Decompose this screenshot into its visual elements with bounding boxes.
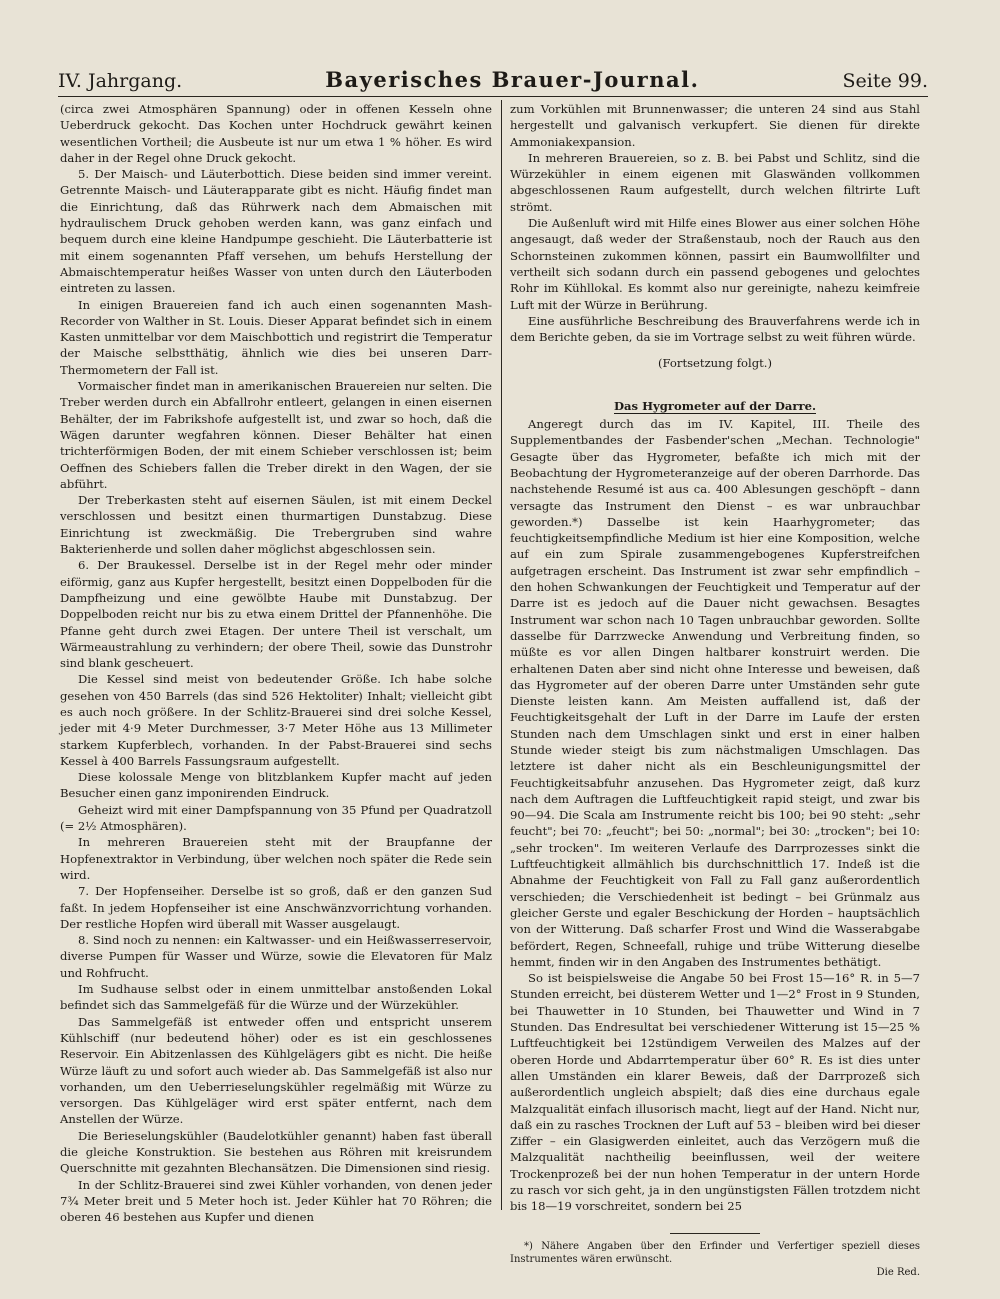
right-column <box>510 101 920 1279</box>
paragraph: Diese kolossale Menge von blitzblankem Kupfer macht auf jeden Besucher einen ganz imponirenden Eindruck. <box>60 770 492 801</box>
paragraph: 8. Sind noch zu nennen: ein Kaltwasser- und ein Heißwasserreservoir, diverse Pumpen für Wasser und Würze, sowie die Elevatoren für Malz und Rohfrucht. <box>60 933 492 980</box>
section-title-text: Das Hygrometer auf der Darre. <box>613 398 817 413</box>
journal-title: Bayerisches Brauer-Journal. <box>325 67 700 92</box>
paragraph: In einigen Brauereien fand ich auch einen sogenannten Mash-Recorder von Walther in St. Louis. Dieser Apparat befindet sich in einem Kasten unmittelbar vor dem Maischbottich und registrirt die Temperatur der Maische selbstthätig, ähnlich wie dies bei unseren Darr-Thermometern der Fall ist. <box>60 297 492 377</box>
paragraph: In mehreren Brauereien steht mit der Braupfanne der Hopfenextraktor in Verbindung, über welchen noch später die Rede sein wird. <box>60 835 492 882</box>
footnote-rule <box>670 1233 760 1234</box>
paragraph: Eine ausführliche Beschreibung des Brauverfahrens werde ich in dem Berichte geben, da sie im Vortrage selbst zu weit führen würde. <box>510 313 920 345</box>
paragraph: In der Schlitz-Brauerei sind zwei Kühler vorhanden, von denen jeder 7¾ Meter breit und 5 Meter hoch ist. Jeder Kühler hat 70 Röhren; die oberen 46 bestehen aus Kupfer und dienen <box>60 1177 492 1225</box>
continuation-note: (Fortsetzung folgt.) <box>657 356 772 371</box>
paragraph: Das Sammelgefäß ist entweder offen und entspricht unserem Kühlschiff (nur bedeutend höher) oder es ist ein geschlossenes Reservoir. Ein Abitzenlassen des Kühlgelägers gibt es nicht. Die heiße Würze läuft zu und sofort auch wieder ab. Das Sammelgefäß ist also nur vorhanden, um den Ueberrieselungskühler regelmäßig mit Würze zu versorgen. Das Kühlgeläger wird erst später entfernt, nach dem Anstellen der Würze. <box>60 1014 492 1127</box>
footnote-signature: Die Red. <box>876 1266 920 1278</box>
left-column <box>60 101 492 1225</box>
paragraph: So ist beispielsweise die Angabe 50 bei Frost 15—16° R. in 5—7 Stunden erreicht, bei düsterem Wetter und 1—2° Frost in 9 Stunden, bei Thauwetter in 10 Stunden, bei Thauwetter und Wind in 7 Stunden. Das Endresultat bei verschiedener Witterung ist 15—25 % Luftfeuchtigkeit bei 12stündigem Verweilen des Malzes auf der oberen Horde und Abdarrtemperatur über 60° R. Es ist dies unter allen Umständen ein klarer Beweis, daß der Darrprozeß sich außerordentlich ungleich abspielt; daß dies eine durchaus egale Malzqualität einfach illusorisch macht, liegt auf der Hand. Nicht nur, daß ein zu rasches Trocknen der Luft auf 53 – bleiben wird bei dieser Ziffer – ein Glasigwerden einleitet, auch das Verzögern muß die Malzqualität nachtheilig beeinflussen, weil der weitere Trockenprozeß bei der nun hohen Temperatur in der untern Horde zu rasch vor sich geht, ja in den ungünstigsten Fällen trotzdem nicht bis 18—19 vorschreitet, sondern bei 25 <box>510 971 920 1214</box>
footnote-text: *) Nähere Angaben über den Erfinder und Verfertiger speziell dieses Instrumentes wären erwünscht. <box>510 1240 920 1265</box>
page-number: Seite 99. <box>842 70 928 92</box>
paragraph: Vormaischer findet man in amerikanischen Brauereien nur selten. Die Treber werden durch ein Abfallrohr entleert, gelangen in einen eisernen Behälter, der im Fabrikshofe aufgestellt ist, und zwar so hoch, daß die Wägen darunter wegfahren können. Dieser Behälter hat einen trichterförmigen Boden, der mit einem Schieber verschlossen ist; beim Oeffnen des Schiebers fallen die Treber direkt in den Wagen, der sie abführt. <box>60 379 492 491</box>
footnote <box>510 1240 920 1279</box>
paragraph: (circa zwei Atmosphären Spannung) oder in offenen Kesseln ohne Ueberdruck gekocht. Das Kochen unter Hochdruck gewährt keinen wesentlichen Vortheil; die Ausbeute ist nur um etwa 1 % höher. Es wird daher in der Regel ohne Druck gekocht. <box>60 102 492 165</box>
paragraph: Die Außenluft wird mit Hilfe eines Blower aus einer solchen Höhe angesaugt, daß weder der Straßenstaub, noch der Rauch aus den Schornsteinen zukommen können, passirt ein Baumwollfilter und vertheilt sich sodann durch ein passend gebogenes und gelochtes Rohr im Kühllokal. Es kommt also nur gereinigte, nahezu keimfreie Luft mit der Würze in Berührung. <box>510 216 920 312</box>
volume-label: IV. Jahrgang. <box>58 70 183 92</box>
paragraph: 7. Der Hopfenseiher. Derselbe ist so groß, daß er den ganzen Sud faßt. In jedem Hopfenseiher ist eine Anschwänzvorrichtung vorhanden. Der restliche Hopfen wird überall mit Wasser ausgelaugt. <box>60 884 492 931</box>
paragraph: Die Berieselungskühler (Baudelotkühler genannt) haben fast überall die gleiche Konstruktion. Sie bestehen aus Röhren mit kreisrundem Querschnitte mit gezahnten Blechansätzen. Die Dimensionen sind riesig. <box>60 1128 492 1176</box>
column-divider <box>501 100 502 1210</box>
paragraph: Angeregt durch das im IV. Kapitel, III. Theile des Supplementbandes der Fasbender'schen „Mechan. Technologie" Gesagte über das Hygrometer, befaßte ich mich mit der Beobachtung der Hygrometeranzeige auf der oberen Darrhorde. Das nachstehende Resumé ist aus ca. 400 Ablesungen geschöpft – dann versagte das Instrument den Dienst – es war unbrauchbar geworden.*) Dasselbe ist kein Haarhygrometer; das feuchtigkeitsempfindliche Medium ist hier eine Komposition, welche auf ein zum Spirale zusammengebogenes Kupferstreifchen aufgetragen erscheint. Das Instrument ist zwar sehr empfindlich – den hohen Schwankungen der Feuchtigkeit und Temperatur auf der Darre ist es jedoch auf die Dauer nicht gewachsen. Besagtes Instrument war schon nach 10 Tagen unbrauchbar geworden. Sollte dasselbe für Darrzwecke Anwendung und Verbreitung finden, so müßte es vor allen Dingen haltbarer konstruirt werden. Die erhaltenen Daten aber sind nicht ohne Interesse und beweisen, daß das Hygrometer auf der oberen Darre unter Umständen sehr gute Dienste leisten kann. Am Meisten auffallend ist, daß der Feuchtigkeitsgehalt der Luft in der Darre im Laufe der ersten Stunden nach dem Umschlagen sinkt und erst in einer halben Stunde wieder steigt bis zum nächstmaligen Umschlagen. Das letztere ist daher nicht als ein Beschleunigungsmittel der Feuchtigkeitsabfuhr anzusehen. Das Hygrometer zeigt, daß kurz nach dem Auftragen die Luftfeuchtigkeit rapid steigt, und zwar bis 90—94. Die Scala am Instrumente reicht bis 100; bei 90 steht: „sehr feucht"; bei 70: „feucht"; bei 50: „normal"; bei 30: „trocken"; bei 10: „sehr trocken". Im weiteren Verlaufe des Darrprozesses sinkt die Luftfeuchtigkeit allmählich bis durchschnittlich 17. Indeß ist die Abnahme der Feuchtigkeit von Fall zu Fall ganz außerordentlich verschieden; die Verschiedenheit ist bedingt – bei Grünmalz aus gleicher Gerste und egaler Beschickung der Horden – hauptsächlich von der Witterung. Daß scharfer Frost und Wind die Wasserabgabe befördert, Regen, Schneefall, ruhige und trübe Witterung dieselbe hemmt, finden wir in den Angaben des Instrumentes bethätigt. <box>510 417 920 969</box>
paragraph: 6. Der Braukessel. Derselbe ist in der Regel mehr oder minder eiförmig, ganz aus Kupfer hergestellt, besitzt einen Doppelboden für die Dampfheizung und eine gewölbte Haube mit Dunstabzug. Der Doppelboden reicht nur bis zu etwa einem Drittel der Pfannenhöhe. Die Pfanne geht durch zwei Etagen. Der untere Theil ist verschalt, um Wärmeaustrahlung zu verhindern; der obere Theil, sowie das Dunstrohr sind blank gescheuert. <box>60 558 492 671</box>
paragraph: Der Treberkasten steht auf eisernen Säulen, ist mit einem Deckel verschlossen und besitzt einen thurmartigen Dunstabzug. Diese Einrichtung ist zweckmäßig. Die Trebergruben sind wahre Bakterienherde und sollen daher möglichst abgeschlossen sein. <box>60 493 492 557</box>
paragraph: zum Vorkühlen mit Brunnenwasser; die unteren 24 sind aus Stahl hergestellt und galvanisch verkupfert. Sie dienen für direkte Ammoniakexpansion. <box>510 102 920 149</box>
paragraph: 5. Der Maisch- und Läuterbottich. Diese beiden sind immer vereint. Getrennte Maisch- und Läuterapparate gibt es nicht. Häufig findet man die Einrichtung, daß das Rührwerk nach dem Abmaischen mit hydraulischem Druck gehoben werden kann, was ganz einfach und bequem durch eine kleine Handpumpe geschieht. Die Läuterbatterie ist mit einem sogenannten Pfaff versehen, um behufs Herstellung der Abmaischtemperatur heißes Wasser von unten durch den Läuterboden eintreten zu lassen. <box>60 167 492 296</box>
paragraph: Die Kessel sind meist von bedeutender Größe. Ich habe solche gesehen von 450 Barrels (das sind 526 Hektoliter) Inhalt; vielleicht gibt es auch noch größere. In der Schlitz-Brauerei sind drei solche Kessel, jeder mit 4·9 Meter Durchmesser, 3·7 Meter Höhe aus 13 Millimeter starkem Kupferblech, vorhanden. In der Pabst-Brauerei sind sechs Kessel à 400 Barrels Fassungsraum aufgestellt. <box>60 672 492 768</box>
page-header <box>58 58 928 97</box>
paragraph: Geheizt wird mit einer Dampfspannung von 35 Pfund per Quadratzoll (= 2½ Atmosphären). <box>60 802 492 834</box>
paragraph: Im Sudhause selbst oder in einem unmittelbar anstoßenden Lokal befindet sich das Sammelgefäß für die Würze und der Würzekühler. <box>60 982 492 1013</box>
section-title <box>510 398 920 414</box>
paragraph: In mehreren Brauereien, so z. B. bei Pabst und Schlitz, sind die Würzekühler in einem eigenen mit Glaswänden vollkommen abgeschlossenen Raum aufgestellt, durch welchen filtrirte Luft strömt. <box>510 150 920 214</box>
